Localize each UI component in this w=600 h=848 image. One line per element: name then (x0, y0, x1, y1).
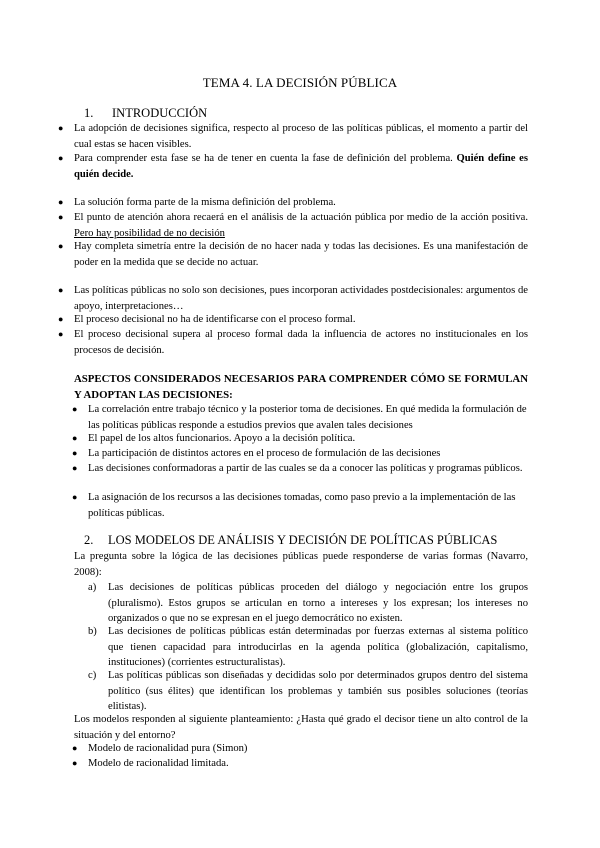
list-item-text: Modelo de racionalidad limitada. (88, 758, 229, 769)
bullet-icon: ● (72, 758, 78, 768)
list-item-text: Las decisiones conformadoras a partir de las cuales se da a conocer las políticas y programas públicos. (88, 463, 523, 474)
list-item (72, 431, 528, 447)
list-item-text: Las decisiones de políticas públicas están determinadas por fuerzas externas al sistema político que tienen capacidad para introducirlas en la agenda política (globalización, capitalismo, instituciones) (corrientes estructuralistas). (108, 626, 528, 668)
section1-number: 1. (84, 106, 94, 120)
list-item (72, 756, 528, 772)
bullet-icon: ● (58, 197, 64, 207)
bullet-icon: ● (72, 743, 78, 753)
list-item-text: Las políticas públicas no solo son decisiones, pues incorporan actividades postdecisionales: argumentos de apoyo, interpretaciones… (74, 285, 528, 312)
list-item (72, 446, 528, 462)
models-intro: Los modelos responden al siguiente planteamiento: ¿Hasta qué grado el decisor tiene un alto control de la situación y del entorno? (74, 714, 528, 741)
list-item (58, 239, 528, 270)
list-item-text: La solución forma parte de la misma definición del problema. (74, 197, 336, 208)
section2-number: 2. (84, 533, 94, 547)
list-item-underlined-text: Pero hay posibilidad de no decisión (74, 227, 225, 239)
section1-heading: INTRODUCCIÓN (112, 106, 208, 120)
list-item-text: Las políticas públicas son diseñadas y decididas solo por determinados grupos dentro del sistema político (sus élites) que identifican los problemas y también sus posibles soluciones (teorías elitistas). (108, 670, 528, 712)
list-item-text: Hay completa simetría entre la decisión de no hacer nada y todas las decisiones. Es una manifestación de poder en la medida que se decide no actuar. (74, 241, 528, 268)
bullet-icon: ● (72, 492, 78, 502)
list-item (58, 151, 529, 182)
list-item-text: El papel de los altos funcionarios. Apoyo a la decisión política. (88, 433, 356, 444)
list-item (58, 312, 528, 328)
bullet-icon: ● (72, 404, 78, 414)
list-item (58, 121, 528, 152)
list-item-text: La adopción de decisiones significa, respecto al proceso de las políticas públicas, el momento a partir del cual estas se hacen visibles. (74, 123, 528, 150)
list-item (72, 461, 528, 477)
section2-heading: LOS MODELOS DE ANÁLISIS Y DECISIÓN DE POLÍTICAS PÚBLICAS (108, 533, 498, 547)
section2-intro: La pregunta sobre la lógica de las decisiones públicas puede responderse de varias formas (Navarro, 2008): (74, 551, 528, 578)
list-item-label: a) (88, 582, 97, 593)
list-item (88, 668, 528, 715)
list-item-label: c) (88, 670, 97, 681)
list-item (88, 624, 528, 671)
list-item (72, 490, 528, 521)
list-item-text: La asignación de los recursos a las decisiones tomadas, como paso previo a la implementación de las políticas públicas. (88, 492, 516, 519)
list-item-text: Las decisiones de políticas públicas proceden del diálogo y negociación entre los grupos (pluralismo). Estos grupos se articulan en torno a intereses y los expresan; los intereses no organizados o que no se expresan en el juego democrático no existen. (108, 582, 528, 624)
list-item-text: El proceso decisional no ha de identificarse con el proceso formal. (74, 314, 356, 325)
list-item-text: El proceso decisional supera al proceso formal dada la influencia de actores no institucionales en los procesos de decisión. (74, 329, 528, 356)
bullet-icon: ● (58, 329, 64, 339)
aspects-heading: ASPECTOS CONSIDERADOS NECESARIOS PARA COMPRENDER CÓMO SE FORMULAN Y ADOPTAN LAS DECISIONES: (74, 373, 528, 401)
bullet-icon: ● (58, 241, 64, 251)
list-item (72, 741, 528, 757)
list-item-text: La participación de distintos actores en el proceso de formulación de las decisiones (88, 448, 441, 459)
list-item (58, 283, 528, 314)
list-item-label: b) (88, 626, 97, 637)
bullet-icon: ● (58, 123, 64, 133)
bullet-icon: ● (58, 212, 64, 222)
list-item (88, 580, 528, 627)
list-item (58, 210, 528, 241)
list-item-text: El punto de atención ahora recaerá en el análisis de la actuación pública por medio de la acción positiva. (74, 212, 528, 223)
list-item (58, 195, 528, 211)
list-item-text: Para comprender esta fase se ha de tener en cuenta la fase de definición del problema. (74, 153, 453, 164)
bullet-icon: ● (72, 448, 78, 458)
list-item-text: La correlación entre trabajo técnico y la posterior toma de decisiones. En qué medida la formulación de las políticas públicas responde a estudios previos que avalen tales decisiones (88, 404, 527, 431)
bullet-icon: ● (58, 153, 64, 163)
bullet-icon: ● (72, 463, 78, 473)
list-item-bold-text: Quién define es quién decide. (74, 153, 529, 180)
list-item (72, 402, 528, 433)
bullet-icon: ● (72, 433, 78, 443)
bullet-icon: ● (58, 314, 64, 324)
document-title: TEMA 4. LA DECISIÓN PÚBLICA (202, 75, 398, 90)
list-item (58, 327, 528, 358)
bullet-icon: ● (58, 285, 64, 295)
list-item-text: Modelo de racionalidad pura (Simon) (88, 743, 248, 754)
